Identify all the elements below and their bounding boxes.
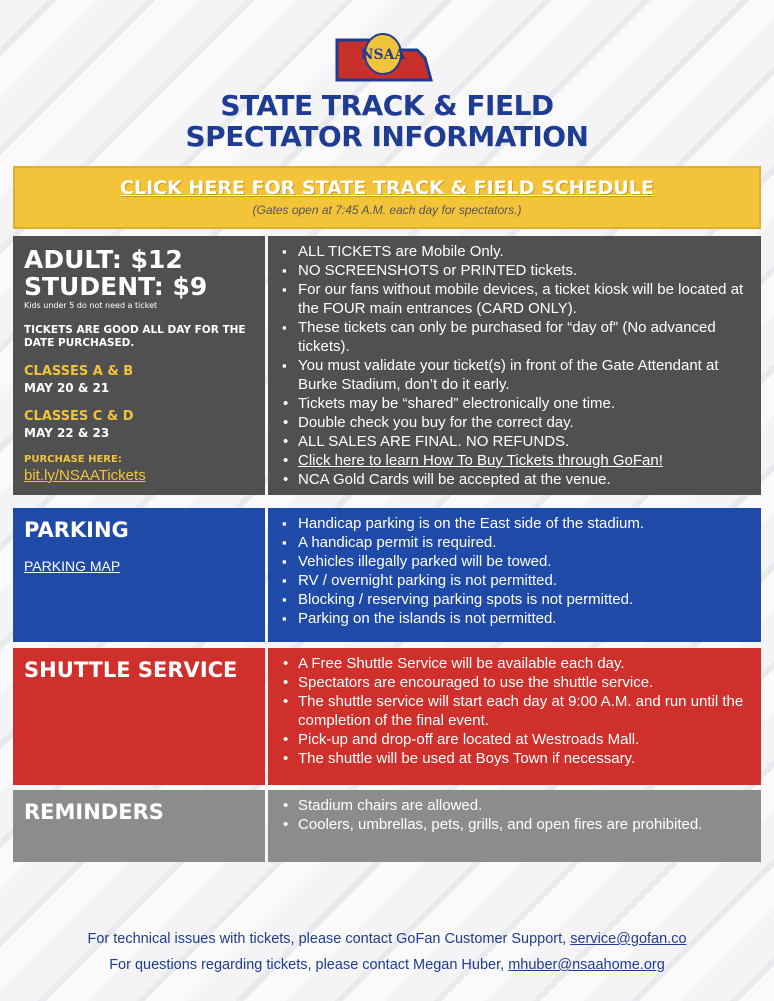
list-item: ▪ Blocking / reserving parking spots is not permitted.: [278, 590, 751, 609]
footer-line-1: [0, 931, 774, 947]
parking-rules-list: [278, 514, 751, 628]
classes-ab-dates: MAY 20 & 21: [24, 381, 110, 395]
list-item: ▪ These tickets can only be purchased for “day of” (No advanced tickets).: [278, 318, 751, 356]
adult-price: ADULT: $12: [24, 245, 183, 274]
tickets-section: [13, 236, 761, 495]
student-price: STUDENT: $9: [24, 272, 208, 301]
footer-text-1: For technical issues with tickets, please contact GoFan Customer Support,: [87, 931, 571, 947]
list-item: • A Free Shuttle Service will be available each day.: [278, 654, 751, 673]
shuttle-section: [13, 648, 761, 785]
list-item: • Double check you buy for the correct day.: [278, 413, 751, 432]
kids-note: Kids under 5 do not need a ticket: [24, 301, 158, 310]
schedule-link[interactable]: CLICK HERE FOR STATE TRACK & FIELD SCHEDULE: [120, 177, 654, 199]
list-item: • Coolers, umbrellas, pets, grills, and open fires are prohibited.: [278, 815, 751, 834]
gates-open-note: (Gates open at 7:45 A.M. each day for spectators.): [252, 203, 522, 217]
list-item: ▪ Vehicles illegally parked will be towed.: [278, 552, 751, 571]
reminders-heading: REMINDERS: [24, 800, 164, 824]
tickets-info-panel: [13, 236, 265, 495]
shuttle-heading: SHUTTLE SERVICE: [24, 658, 238, 682]
list-item: • Pick-up and drop-off are located at Westroads Mall.: [278, 730, 751, 749]
purchase-label: PURCHASE HERE:: [24, 454, 122, 465]
reminders-rules-list: [278, 796, 751, 834]
list-item: • NCA Gold Cards will be accepted at the venue.: [278, 470, 751, 489]
classes-cd-label: CLASSES C & D: [24, 409, 134, 424]
parking-rules-panel: [268, 508, 761, 642]
list-item: • Spectators are encouraged to use the shuttle service.: [278, 673, 751, 692]
list-item: ▪ NO SCREENSHOTS or PRINTED tickets.: [278, 261, 751, 280]
classes-cd-dates: MAY 22 & 23: [24, 426, 110, 440]
list-item: • The shuttle will be used at Boys Town if necessary.: [278, 749, 751, 768]
svg-text:NSAA: NSAA: [360, 47, 406, 63]
list-item: • ALL SALES ARE FINAL. NO REFUNDS.: [278, 432, 751, 451]
parking-section: [13, 508, 761, 642]
list-item: • The shuttle service will start each day at 9:00 A.M. and run until the completion of the final event.: [278, 692, 751, 730]
title-line-2: SPECTATOR INFORMATION: [185, 120, 589, 153]
reminders-section: [13, 790, 761, 862]
nsaa-contact-email[interactable]: mhuber@nsaahome.org: [508, 957, 665, 973]
tickets-good-note: TICKETS ARE GOOD ALL DAY FOR THE DATE PURCHASED.: [24, 324, 246, 349]
list-item: ▪ RV / overnight parking is not permitted.: [278, 571, 751, 590]
schedule-banner: [13, 166, 761, 229]
list-item: ▪ For our fans without mobile devices, a ticket kiosk will be located at the FOUR main entrances (CARD ONLY).: [278, 280, 751, 318]
footer-text-2: For questions regarding tickets, please contact Megan Huber,: [109, 957, 509, 973]
nsaa-logo: [335, 28, 435, 84]
parking-map-link[interactable]: PARKING MAP: [24, 558, 121, 574]
title-line-1: STATE TRACK & FIELD: [220, 89, 554, 122]
shuttle-info-panel: [13, 648, 265, 785]
list-item: ▪ You must validate your ticket(s) in front of the Gate Attendant at Burke Stadium, don’t do it early.: [278, 356, 751, 394]
purchase-link[interactable]: bit.ly/NSAATickets: [24, 467, 146, 484]
list-item: ▪ Parking on the islands is not permitted.: [278, 609, 751, 628]
reminders-info-panel: [13, 790, 265, 862]
list-item: ▪ Handicap parking is on the East side of the stadium.: [278, 514, 751, 533]
list-item: • Stadium chairs are allowed.: [278, 796, 751, 815]
list-item: • Tickets may be “shared” electronically one time.: [278, 394, 751, 413]
shuttle-rules-list: [278, 654, 751, 768]
classes-ab-label: CLASSES A & B: [24, 364, 134, 379]
parking-heading: PARKING: [24, 518, 129, 542]
list-item: ▪ ALL TICKETS are Mobile Only.: [278, 242, 751, 261]
list-item: [278, 451, 751, 470]
tickets-rules-panel: [268, 236, 761, 495]
list-item: ▪ A handicap permit is required.: [278, 533, 751, 552]
tickets-rules-list: [278, 242, 751, 489]
shuttle-rules-panel: [268, 648, 761, 785]
footer-line-2: [0, 957, 774, 973]
page-title: [0, 90, 774, 152]
gofan-support-email[interactable]: service@gofan.co: [570, 931, 687, 947]
reminders-rules-panel: [268, 790, 761, 862]
parking-info-panel: [13, 508, 265, 642]
gofan-how-to-link[interactable]: Click here to learn How To Buy Tickets through GoFan!: [298, 452, 663, 469]
